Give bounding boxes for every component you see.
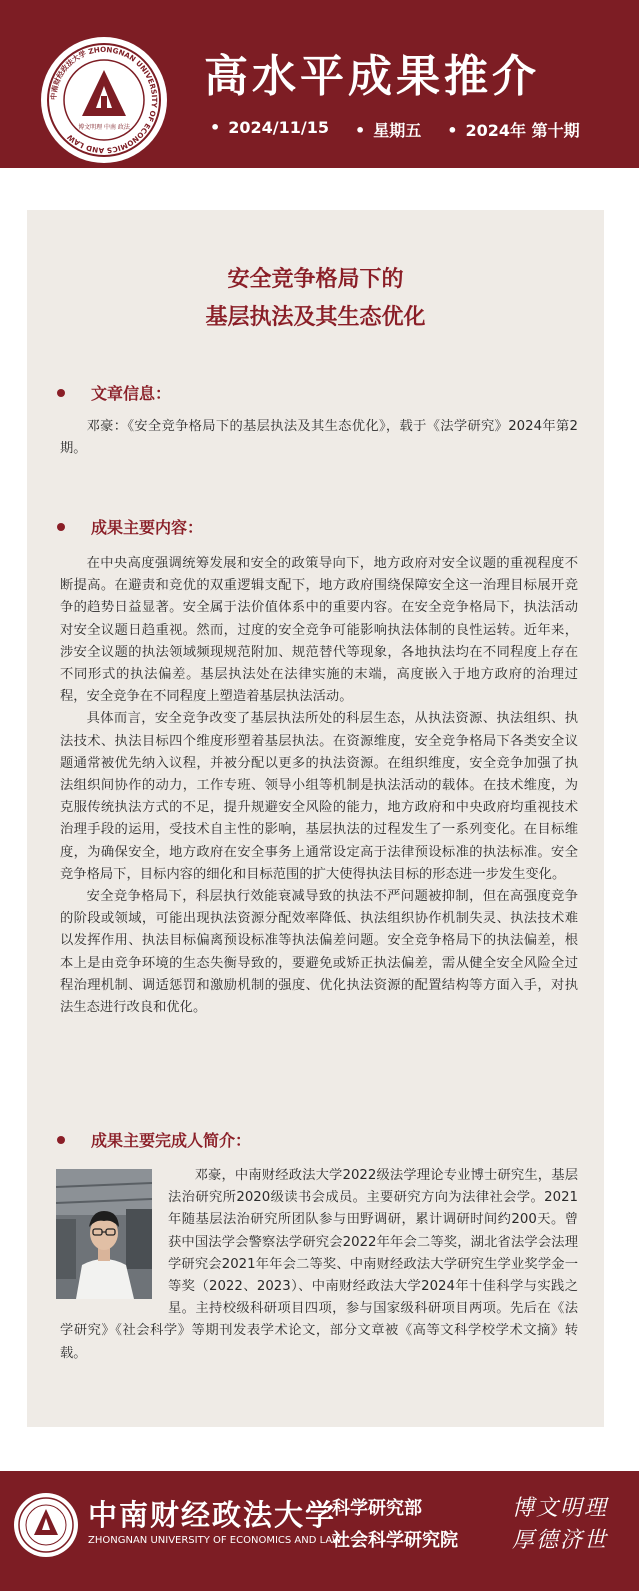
header-banner: [0, 0, 639, 168]
author-bio-paragraph: 邓豪，中南财经政法大学2022级法学理论专业博士研究生，基层法治研究所2020级读书会成员。主要研究方向为法律社会学。2021年随基层法治研究所团队参与田野调研，累计调研时间约200天。曾获中国法学会警察法学研究会2022年年会二等奖，湖北省法学会法理学研究会2021年年会二等奖、中南财经政法大学研究生学业奖学金一等奖（2022、2023）、中南财经政法大学2024年十佳科学与实践之星。主持校级科研项目四项，参与国家级科研项目两项。先后在《法学研究》《社会科学》等期刊发表学术论文，部分文章被《高等文科学校学术文摘》转载。: [60, 1168, 578, 1361]
issue-weekday: • 星期五: [355, 118, 421, 141]
footer-banner: [0, 1471, 639, 1591]
article-info-paragraph: 邓豪：《安全竞争格局下的基层执法及其生态优化》，载于《法学研究》2024年第2期。: [60, 419, 578, 457]
footer-department: [332, 1493, 458, 1557]
university-logo-icon: [38, 34, 170, 166]
svg-text:博文明理 中南 政法: 博文明理 中南 政法: [78, 124, 130, 131]
section-heading-label: 成果主要内容：: [91, 518, 204, 537]
content-body: [60, 553, 578, 1019]
content-paragraph: 具体而言，安全竞争改变了基层执法所处的科层生态，从执法资源、执法组织、执法技术、执法目标四个维度形塑着基层执法。在资源维度，安全竞争格局下各类安全议题通常被优先纳入议程，并被分配以更多的执法资源。在组织维度，安全竞争加强了执法组织间协作的动力，工作专班、领导小组等机制是执法活动的载体。在技术维度，为克服传统执法方式的不足，提升规避安全风险的能力，地方政府和中央政府均重视技术治理手段的运用，受技术自主性的影响，基层执法的过程发生了一系列变化。在目标维度，为确保安全，地方政府在安全事务上通常设定高于法律预设标准的执法标准。安全竞争格局下，目标内容的细化和目标范围的扩大使得执法目标的形态进一步发生变化。: [60, 711, 578, 882]
author-bio: [60, 1165, 578, 1365]
footer-university-name: 中南财经政法大学: [88, 1498, 337, 1532]
article-title-line-2: 基层执法及其生态优化: [205, 304, 426, 330]
section-heading-author: [57, 1128, 251, 1151]
footer-university-english: ZHONGNAN UNIVERSITY OF ECONOMICS AND LAW: [88, 1535, 342, 1546]
page-title: 高水平成果推介: [204, 51, 540, 102]
footer-dept-line-2: 社会科学研究院: [332, 1530, 458, 1551]
section-heading-label: 文章信息：: [91, 384, 172, 403]
footer-motto-line-1: 博文明理: [512, 1496, 609, 1521]
svg-text:中南财经政法大学 ZHONGNAN UNIVERSITY O: 中南财经政法大学 ZHONGNAN UNIVERSITY OF ECONOMICS AND LAW: [48, 44, 160, 156]
bullet-dot-icon: [57, 389, 65, 397]
bullet-dot-icon: [57, 523, 65, 531]
article-title: [27, 260, 604, 336]
article-title-line-1: 安全竞争格局下的: [227, 266, 404, 292]
footer-motto: [512, 1493, 608, 1557]
issue-number: • 2024年 第十期: [447, 118, 579, 141]
footer-dept-line-1: 科学研究部: [332, 1498, 422, 1519]
section-heading-content: [57, 515, 203, 538]
content-card: [27, 210, 604, 1427]
content-paragraph: 在中央高度强调统筹发展和安全的政策导向下，地方政府对安全议题的重视程度不断提高。在避责和竞优的双重逻辑支配下，地方政府围绕保障安全这一治理目标展开竞争的趋势日益显著。安全属于法价值体系中的重要内容。在安全竞争格局下，执法活动对安全议题日趋重视。然而，过度的安全竞争可能影响执法体制的良性运转。近年来，涉安全议题的执法领域频现规范附加、规范替代等现象，各地执法均在不同程度上存在不同形式的执法偏差。基层执法处在法律实施的末端，高度嵌入于地方政府的治理过程，安全竞争在不同程度上塑造着基层执法活动。: [60, 556, 578, 705]
issue-date: • 2024/11/15: [210, 118, 329, 141]
section-heading-info: [57, 381, 171, 404]
footer-motto-line-2: 厚德济世: [512, 1528, 609, 1553]
content-paragraph: 安全竞争格局下，科层执行效能衰减导致的执法不严问题被抑制，但在高强度竞争的阶段或领域，可能出现执法资源分配效率降低、执法组织协作机制失灵、执法技术难以发挥作用、执法目标偏离预设标准等执法偏差问题。安全竞争格局下的执法偏差，根本上是由竞争环境的生态失衡导致的，要避免或矫正执法偏差，需从健全安全风险全过程治理机制、调适惩罚和激励机制的强度、优化执法资源的配置结构等方面入手，对执法生态进行改良和优化。: [60, 889, 578, 1016]
university-logo-icon: [12, 1491, 80, 1559]
section-heading-label: 成果主要完成人简介：: [91, 1131, 252, 1150]
bullet-dot-icon: [57, 1136, 65, 1144]
issue-meta: [210, 118, 580, 141]
article-info-text: [60, 416, 578, 460]
photo-spacer: [60, 1165, 168, 1299]
